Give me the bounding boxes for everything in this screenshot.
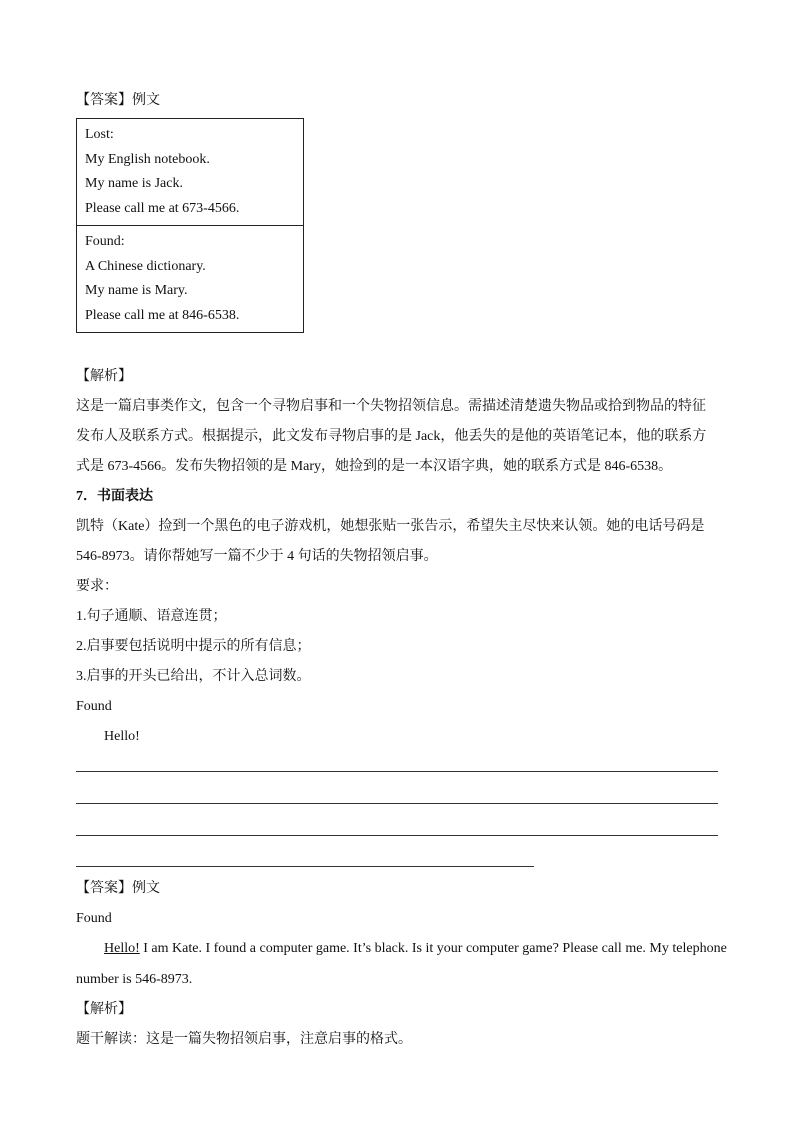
found-line: A Chinese dictionary. (85, 258, 206, 274)
analysis-label: 【解析】 (76, 1002, 132, 1017)
answer-label: 【答案】例文 (76, 93, 160, 108)
found-line: Found: (85, 234, 125, 249)
notice-greeting: Hello! (104, 729, 140, 744)
writing-line (76, 771, 718, 772)
question-prompt-line: 546-8973。请你帮她写一篇不少于 4 句话的失物招领启事。 (76, 549, 438, 564)
question-title: 7．书面表达 (76, 489, 153, 504)
answer-label: 【答案】例文 (76, 881, 160, 896)
question-prompt-line: 凯特（Kate）捡到一个黑色的电子游戏机，她想张贴一张告示，希望失主尽快来认领。她的电话号码是 (76, 519, 705, 534)
requirements-label: 要求： (76, 579, 118, 594)
answer-body-text: I am Kate. I found a computer game. It’s black. Is it your computer game? Please call me. My telephone (139, 941, 727, 956)
found-notice (77, 225, 303, 332)
answer-body-line (104, 939, 727, 959)
writing-line (76, 835, 718, 836)
answer-heading: Found (76, 911, 112, 926)
answer-body-line: number is 546-8973. (76, 972, 193, 987)
analysis-text-line: 这是一篇启事类作文，包含一个寻物启事和一个失物招领信息。需描述清楚遗失物品或拾到物品的特征 (76, 399, 706, 414)
found-line: My name is Mary. (85, 283, 188, 298)
requirement-item: 1.句子通顺、语意连贯； (76, 609, 227, 624)
analysis-text-line: 发布人及联系方式。根据提示，此文发布寻物启事的是 Jack，他丢失的是他的英语笔记本，他的联系方 (76, 429, 707, 444)
lost-notice (77, 119, 303, 225)
requirement-item: 3.启事的开头已给出，不计入总词数。 (76, 669, 311, 684)
lost-line: My English notebook. (85, 151, 210, 167)
lost-line: My name is Jack. (85, 176, 183, 191)
writing-line (76, 803, 718, 804)
notice-heading: Found (76, 699, 112, 714)
writing-line (76, 866, 534, 867)
found-line: Please call me at 846-6538. (85, 307, 240, 323)
analysis-text-line: 题干解读：这是一篇失物招领启事，注意启事的格式。 (76, 1032, 412, 1047)
lost-line: Lost: (85, 127, 114, 142)
requirement-item: 2.启事要包括说明中提示的所有信息； (76, 639, 311, 654)
analysis-label: 【解析】 (76, 369, 132, 384)
answer-hello: Hello! (104, 941, 140, 956)
lost-line: Please call me at 673-4566. (85, 200, 240, 216)
analysis-text-line: 式是 673-4566。发布失物招领的是 Mary，她捡到的是一本汉语字典，她的联系方式是 846-6538。 (76, 459, 673, 474)
answer-table (76, 118, 304, 333)
